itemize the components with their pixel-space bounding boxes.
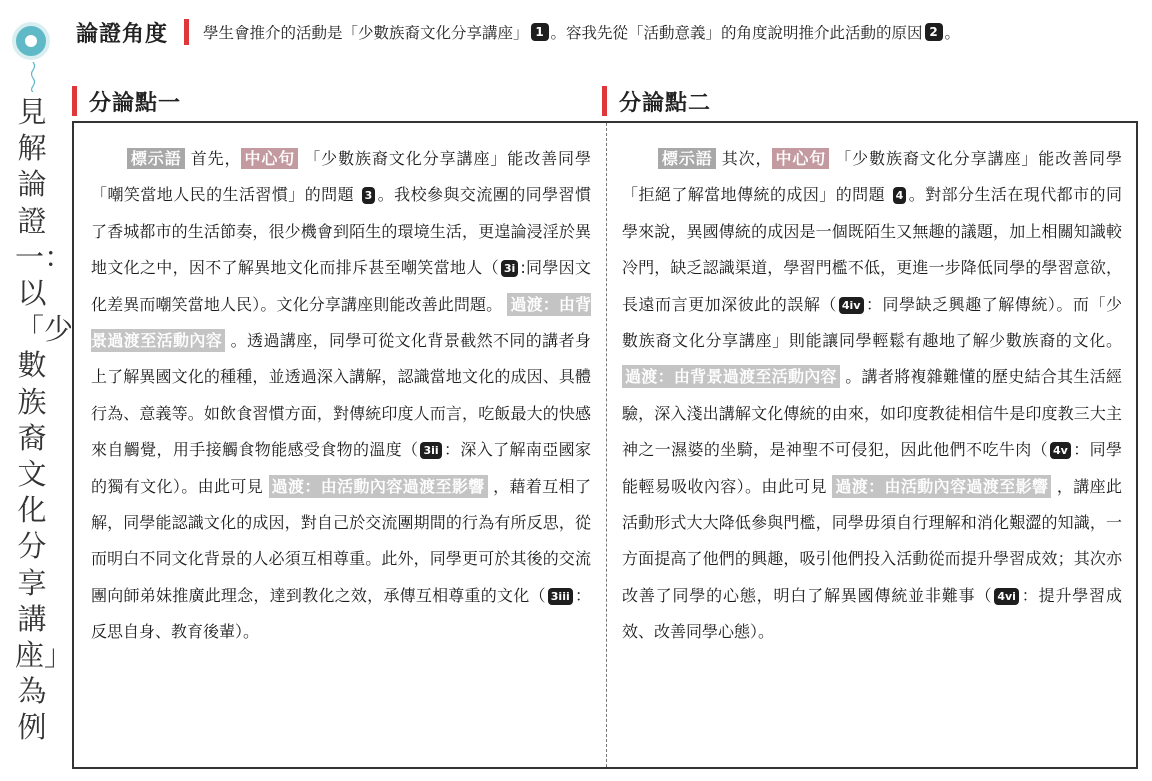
badge-4: 4 [893, 187, 907, 204]
squiggle-icon [30, 62, 36, 92]
text: 。對部分生活在現代都市的同學來說，異國傳統的成因是一個既陌生又無趣的議題，加上相關知識較冷門，缺乏認識渠道，學習門檻不低，更進一步降低同學的學習意欲，長遠而言更加深彼此的誤解（ [622, 185, 1122, 314]
tag-marker: 標示語 [658, 148, 716, 169]
badge-3ii: 3ii [420, 442, 441, 459]
tag-transition: 過渡：由背景過渡至活動內容 [622, 365, 840, 388]
text: ：提升學習成效、改善同學心態）。 [622, 585, 1122, 642]
text: :同學因文化差異而嘲笑當地人民）。文化分享講座則能改善此問題。 [91, 258, 591, 314]
header-text-b: 。容我先從「活動意義」的角度說明推介此活動的原因 [550, 24, 923, 42]
header-accent-bar [184, 19, 189, 45]
badge-3i: 3i [501, 260, 518, 277]
tag-marker: 標示語 [127, 148, 185, 169]
section-heading-1 [72, 84, 181, 118]
text: ：反思自身、教育後輩）。 [91, 585, 591, 642]
text: ：同學缺乏興趣了解傳統）。而「少數族裔文化分享講座」則能讓同學輕鬆有趣地了解少數族裔的文化。 [622, 294, 1122, 351]
text: 。透過講座，同學可從文化背景截然不同的講者身上了解異國文化的種種，並透過深入講解，認識當地文化的成因、具體行為、意義等。如飲食習慣方面，對傳統印度人而言，吃飯最大的快感來自觸覺，用手接觸食物能感受食物的溫度（ [91, 331, 591, 460]
badge-3iii: 3iii [548, 588, 573, 605]
tag-transition: 過渡：由背景過渡至活動內容 [91, 294, 591, 351]
header [76, 14, 960, 50]
content-box [72, 121, 1138, 769]
tag-transition: 過渡：由活動內容過渡至影響 [269, 475, 488, 498]
header-text [203, 21, 960, 43]
badge-3: 3 [362, 187, 376, 204]
badge-2: 2 [925, 23, 943, 41]
badge-4vi: 4vi [994, 588, 1019, 605]
text: 其次， [721, 149, 773, 168]
header-text-c: 。 [944, 24, 961, 42]
column-divider [606, 123, 607, 767]
badge-4v: 4v [1050, 442, 1071, 459]
paragraph-point-2 [622, 141, 1122, 651]
text: ，藉着互相了解，同學能認識文化的成因，對自己於交流團期間的行為有所反思，從而明白不同文化背景的人必須互相尊重。此外，同學更可於其後的交流團向師弟妹推廣此理念，達到教化之效，承傳互相尊重的文化（ [91, 476, 591, 605]
text: 。講者將複雜難懂的歷史結合其生活經驗，深入淺出講解文化傳統的由來，如印度教徒相信牛是印度教三大主神之一濕婆的坐騎，是神聖不可侵犯，因此他們不吃牛肉（ [622, 367, 1122, 460]
heading-accent-bar [602, 86, 607, 116]
section-heading-2-label: 分論點二 [619, 89, 712, 116]
side-rail [0, 0, 74, 781]
text: 首先， [190, 149, 242, 168]
text: 「少數族裔文化分享講座」能改善同學「拒絕了解當地傳統的成因」的問題 [622, 149, 1122, 205]
text: ，講座此活動形式大大降低參與門檻，同學毋須自行理解和消化艱澀的知識，一方面提高了他們的興趣，吸引他們投入活動從而提升學習成效；其次亦改善了同學的心態，明白了解異國傳統並非難事（ [622, 476, 1122, 605]
target-dot-icon [12, 22, 50, 60]
tag-center-sentence: 中心句 [772, 148, 829, 169]
text: 。我校參與交流團的同學習慣了香城都市的生活節奏，很少機會到陌生的環境生活，更遑論浸淫於異地文化之中，因不了解異地文化而排斥甚至嘲笑當地人（ [91, 185, 591, 278]
heading-accent-bar [72, 86, 77, 116]
text: 「少數族裔文化分享講座」能改善同學「嘲笑當地人民的生活習慣」的問題 [91, 149, 591, 205]
section-heading-2 [602, 84, 711, 118]
text: ：深入了解南亞國家的獨有文化）。由此可見 [91, 440, 591, 496]
badge-4iv: 4iv [839, 297, 864, 314]
header-title: 論證角度 [76, 20, 169, 47]
text: ：同學能輕易吸收內容）。由此可見 [622, 440, 1122, 496]
header-text-a: 學生會推介的活動是「少數族裔文化分享講座」 [203, 24, 529, 42]
side-title: 見解論證一：以「少數族裔文化分享講座」為例 [15, 95, 74, 745]
tag-center-sentence: 中心句 [241, 148, 298, 169]
section-heading-1-label: 分論點一 [89, 89, 182, 116]
paragraph-point-1 [91, 141, 591, 651]
badge-1: 1 [531, 23, 549, 41]
tag-transition: 過渡：由活動內容過渡至影響 [832, 475, 1051, 498]
